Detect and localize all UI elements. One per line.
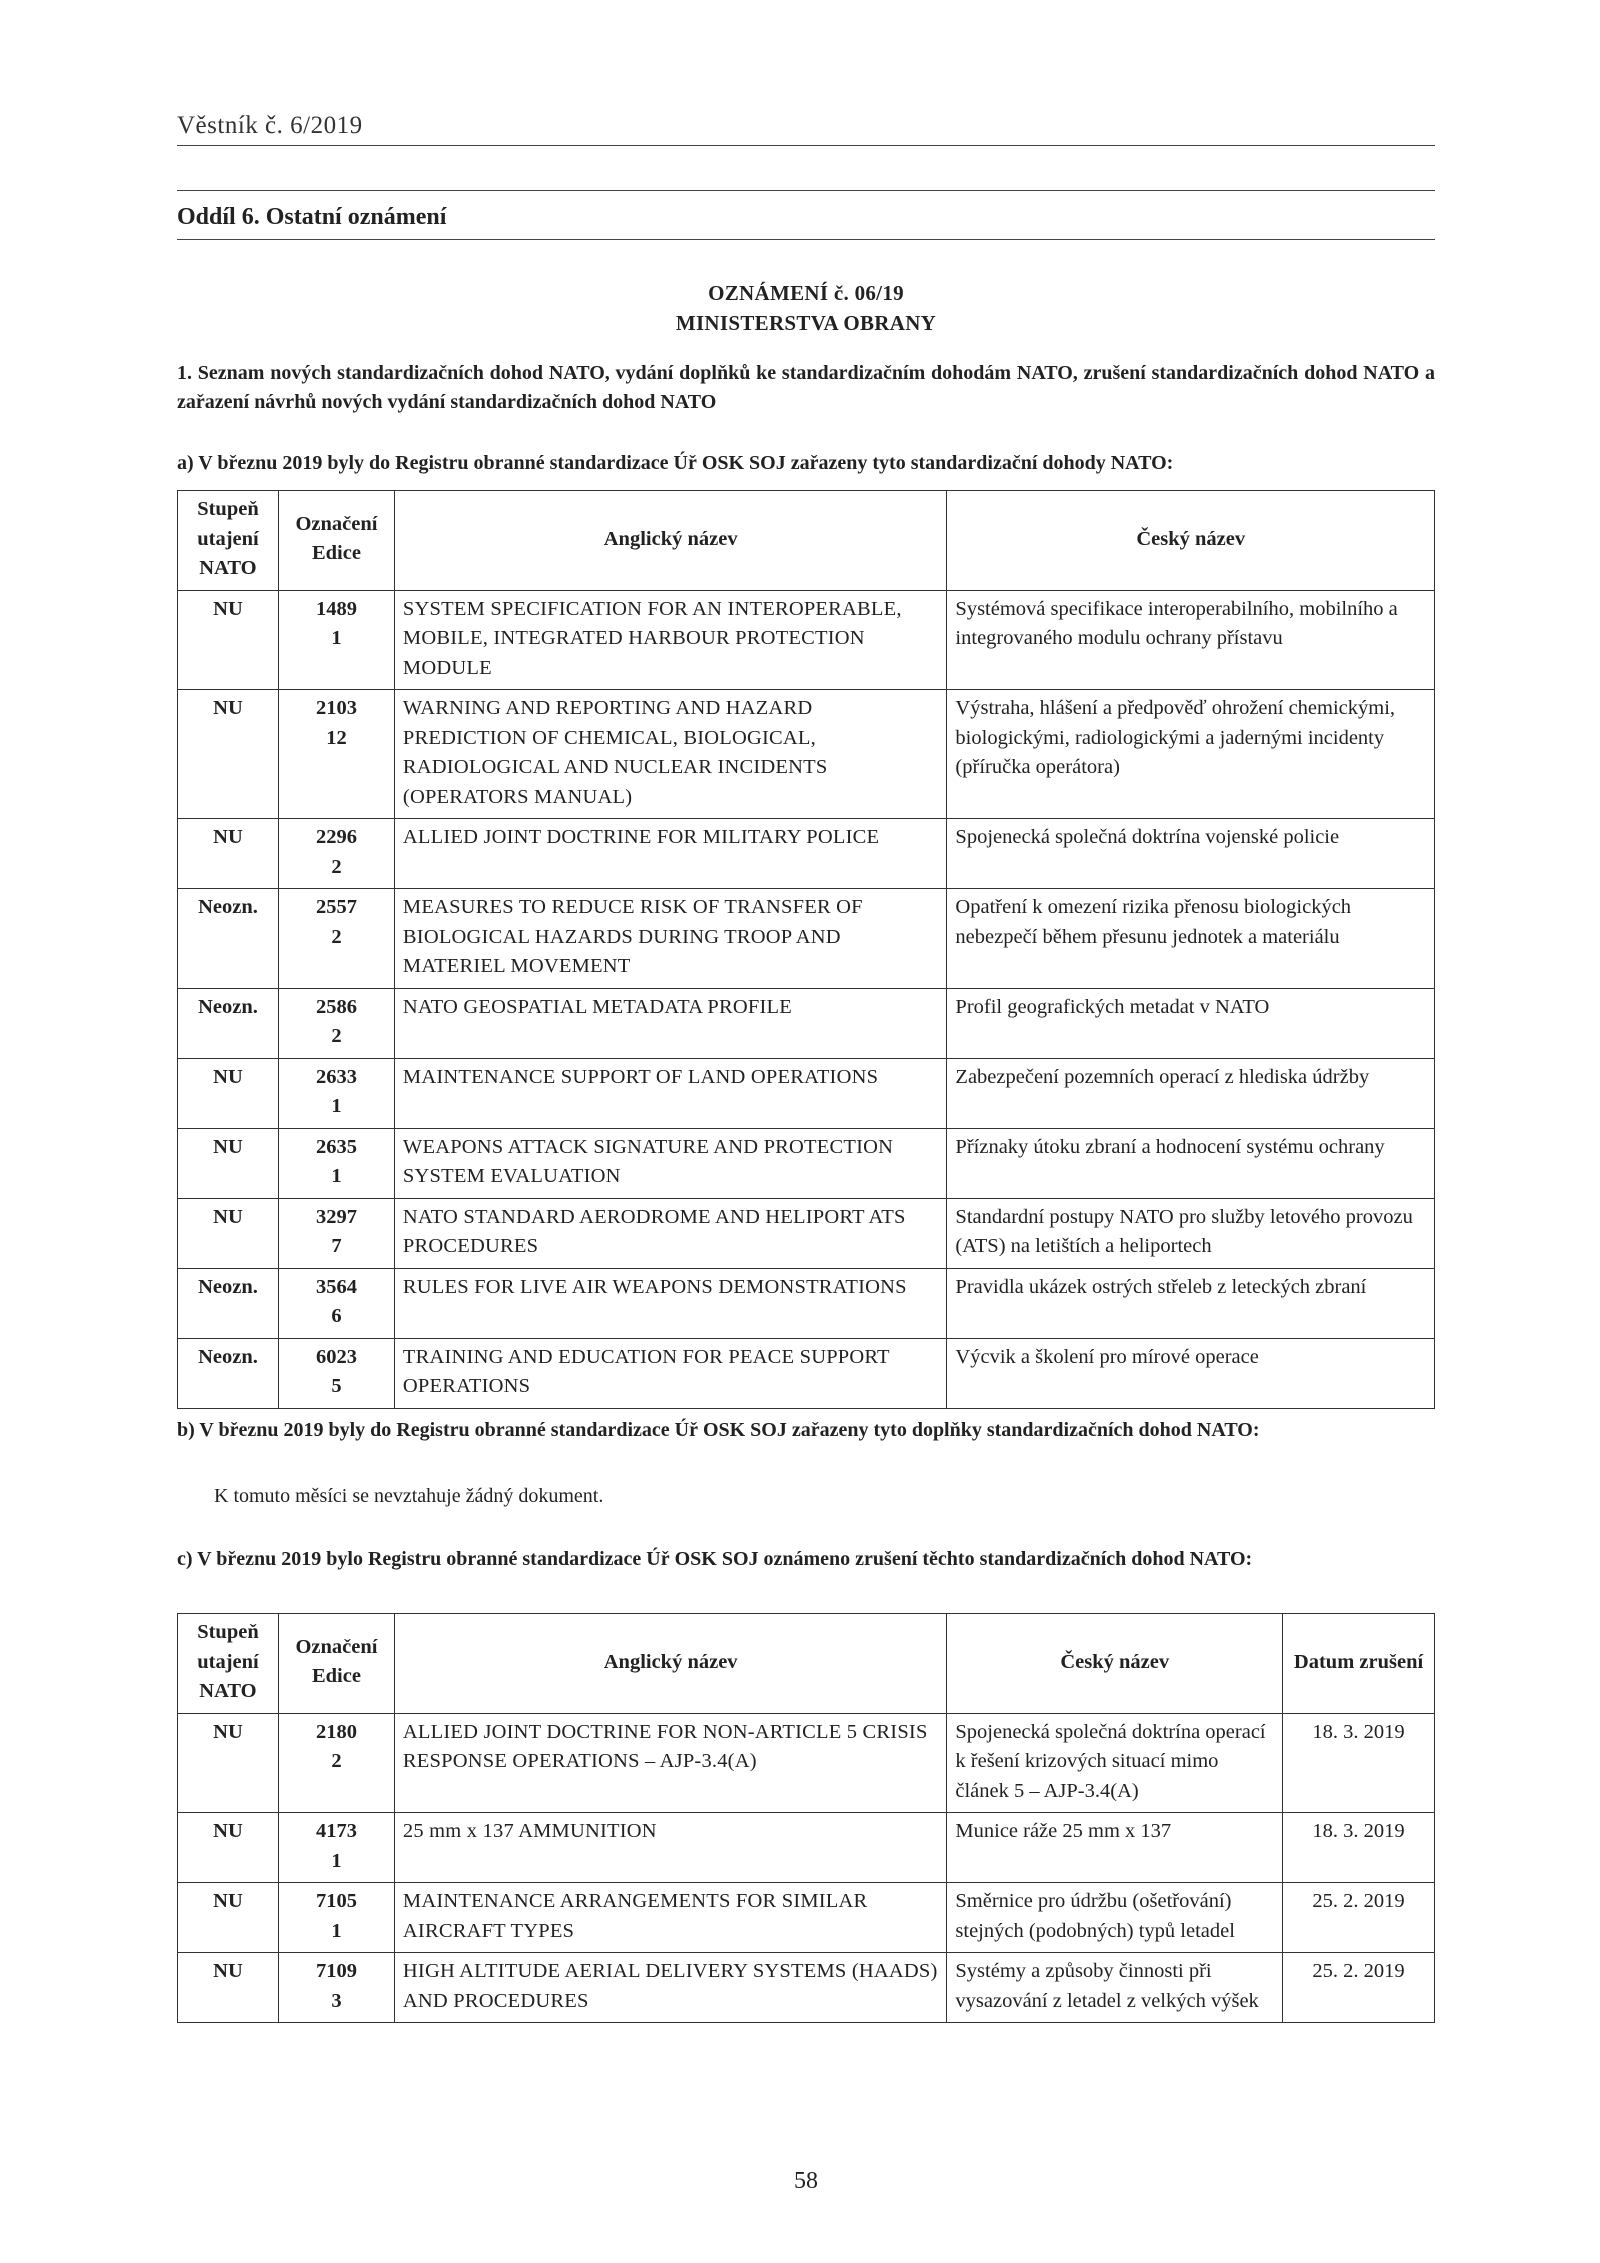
table-c <box>177 1613 1435 2023</box>
english-title: WARNING AND REPORTING AND HAZARD PREDICTION OF CHEMICAL, BIOLOGICAL, RADIOLOGICAL AND NUCLEAR INCIDENTS (OPERATORS MANUAL) <box>402 697 828 808</box>
edition-number: 1 <box>331 1849 342 1872</box>
notice-title-line2: MINISTERSTVA OBRANY <box>675 311 937 335</box>
czech-title-cell <box>947 819 1435 889</box>
designation-cell <box>278 590 394 690</box>
section-c-heading: c) V březnu 2019 bylo Registru obranné standardizace Úř OSK SOJ oznámeno zrušení těchto standardizačních dohod NATO: <box>177 1548 1253 1570</box>
designation-number: 3297 <box>315 1205 357 1228</box>
table-row <box>178 1953 1435 2023</box>
classification: NU <box>213 1205 243 1228</box>
cancellation-date: 18. 3. 2019 <box>1312 1720 1405 1743</box>
designation-number: 2635 <box>315 1135 357 1158</box>
designation-number: 2633 <box>315 1065 357 1088</box>
cancellation-date-cell <box>1283 1953 1435 2023</box>
designation-cell <box>278 1268 394 1338</box>
czech-title: Směrnice pro údržbu (ošetřování) stejných (podobných) typů letadel <box>955 1890 1235 1942</box>
classification: NU <box>213 1820 243 1842</box>
classification-cell <box>178 590 279 690</box>
english-title: NATO GEOSPATIAL METADATA PROFILE <box>402 995 792 1018</box>
table-row <box>178 1268 1435 1338</box>
designation-cell <box>278 1953 394 2023</box>
designation-number: 2586 <box>315 995 357 1018</box>
czech-title: Profil geografických metadat v NATO <box>955 995 1270 1018</box>
designation-cell <box>278 690 394 819</box>
cancellation-date-cell <box>1283 1883 1435 1953</box>
designation-number: 2296 <box>315 826 357 848</box>
classification-cell <box>178 1813 279 1883</box>
classification: NU <box>213 826 243 848</box>
classification: NU <box>213 1135 243 1158</box>
classification-cell <box>178 819 279 889</box>
designation-number: 1489 <box>315 597 357 620</box>
column-header: Datum zrušení <box>1283 1614 1435 1714</box>
english-title-cell <box>394 819 947 889</box>
edition-number: 2 <box>331 1025 342 1047</box>
cancellation-date: 18. 3. 2019 <box>1312 1820 1405 1842</box>
english-title-cell <box>394 1128 947 1198</box>
notice-title-line1: OZNÁMENÍ č. 06/19 <box>708 281 904 305</box>
czech-title: Systémová specifikace interoperabilního, mobilního a integrovaného modulu ochrany přístavu <box>955 597 1398 649</box>
classification-cell <box>178 1883 279 1953</box>
english-title: ALLIED JOINT DOCTRINE FOR MILITARY POLICE <box>402 826 880 848</box>
english-title: WEAPONS ATTACK SIGNATURE AND PROTECTION SYSTEM EVALUATION <box>402 1135 894 1187</box>
column-header: Český název <box>947 491 1435 591</box>
english-title-cell <box>394 1713 946 1813</box>
table-row <box>178 1813 1435 1883</box>
designation-cell <box>278 1338 394 1408</box>
table-row <box>178 988 1435 1058</box>
czech-title-cell <box>947 690 1435 819</box>
column-header: Stupeň utajení NATO <box>178 1614 279 1714</box>
classification: NU <box>213 597 243 620</box>
header-rule <box>177 145 1435 146</box>
section-rule-top <box>177 190 1435 191</box>
classification: Neozn. <box>198 995 258 1018</box>
column-header: Anglický název <box>394 491 947 591</box>
designation-cell <box>278 1813 394 1883</box>
czech-title-cell <box>947 988 1435 1058</box>
running-head: Věstník č. 6/2019 <box>177 112 363 139</box>
classification: NU <box>213 697 243 719</box>
column-header: Stupeň utajení NATO <box>178 491 279 591</box>
czech-title-cell <box>947 1713 1283 1813</box>
edition-number: 5 <box>331 1375 342 1397</box>
page-number: 58 <box>794 2168 818 2194</box>
column-header: Označení Edice <box>278 1614 394 1714</box>
czech-title: Příznaky útoku zbraní a hodnocení systému ochrany <box>955 1135 1385 1158</box>
classification-cell <box>178 1268 279 1338</box>
classification-cell <box>178 1338 279 1408</box>
cancellation-date: 25. 2. 2019 <box>1312 1960 1405 1982</box>
edition-number: 2 <box>331 855 342 878</box>
czech-title-cell <box>947 1128 1435 1198</box>
czech-title-cell <box>947 1813 1283 1883</box>
czech-title: Munice ráže 25 mm x 137 <box>955 1820 1172 1842</box>
english-title-cell <box>394 1268 947 1338</box>
czech-title: Opatření k omezení rizika přenosu biologických nebezpečí během přesunu jednotek a materiálu <box>955 896 1352 948</box>
edition-number: 3 <box>331 1989 342 2012</box>
edition-number: 6 <box>331 1305 342 1327</box>
classification-cell <box>178 1953 279 2023</box>
cancellation-date-cell <box>1283 1813 1435 1883</box>
table-row <box>178 1713 1435 1813</box>
designation-cell <box>278 1713 394 1813</box>
table-row <box>178 1338 1435 1408</box>
designation-cell <box>278 819 394 889</box>
designation-cell <box>278 1198 394 1268</box>
czech-title: Standardní postupy NATO pro služby letového provozu (ATS) na letištích a heliportech <box>955 1205 1413 1257</box>
designation-number: 2180 <box>315 1720 357 1743</box>
czech-title: Spojenecká společná doktrína operací k řešení krizových situací mimo článek 5 – AJP-3.4(A) <box>955 1720 1266 1802</box>
english-title-cell <box>394 889 947 989</box>
czech-title: Systémy a způsoby činnosti při vysazování z letadel z velkých výšek <box>955 1960 1259 2012</box>
czech-title-cell <box>947 1058 1435 1128</box>
edition-number: 2 <box>331 1750 342 1772</box>
table-row <box>178 1058 1435 1128</box>
item-1-number: 1. <box>177 362 192 384</box>
english-title: SYSTEM SPECIFICATION FOR AN INTEROPERABLE, MOBILE, INTEGRATED HARBOUR PROTECTION MODULE <box>402 597 902 679</box>
classification-cell <box>178 1128 279 1198</box>
english-title-cell <box>394 1883 946 1953</box>
designation-number: 4173 <box>315 1820 357 1842</box>
czech-title-cell <box>947 1953 1283 2023</box>
edition-number: 1 <box>331 1165 342 1187</box>
english-title: 25 mm x 137 AMMUNITION <box>402 1820 657 1842</box>
edition-number: 1 <box>331 1919 342 1942</box>
section-a-heading: a) V březnu 2019 byly do Registru obranné standardizace Úř OSK SOJ zařazeny tyto standardizační dohody NATO: <box>177 452 1174 474</box>
czech-title: Zabezpečení pozemních operací z hlediska údržby <box>955 1065 1370 1088</box>
table-row <box>178 1883 1435 1953</box>
english-title: TRAINING AND EDUCATION FOR PEACE SUPPORT OPERATIONS <box>402 1345 890 1397</box>
designation-number: 7109 <box>315 1960 357 1982</box>
edition-number: 12 <box>326 726 347 749</box>
english-title: MEASURES TO REDUCE RISK OF TRANSFER OF BIOLOGICAL HAZARDS DURING TROOP AND MATERIEL MOVEMENT <box>402 896 863 977</box>
column-header: Český název <box>947 1614 1283 1714</box>
classification-cell <box>178 889 279 989</box>
column-header: Označení Edice <box>278 491 394 591</box>
classification: NU <box>213 1065 243 1088</box>
designation-number: 2103 <box>315 697 357 719</box>
table-row <box>178 590 1435 690</box>
classification: Neozn. <box>198 896 258 918</box>
designation-cell <box>278 988 394 1058</box>
classification-cell <box>178 1713 279 1813</box>
classification: Neozn. <box>198 1345 258 1368</box>
classification-cell <box>178 1058 279 1128</box>
item-1 <box>177 359 1435 417</box>
english-title: MAINTENANCE ARRANGEMENTS FOR SIMILAR AIRCRAFT TYPES <box>402 1890 868 1942</box>
edition-number: 1 <box>331 1095 342 1117</box>
designation-cell <box>278 1058 394 1128</box>
czech-title-cell <box>947 1883 1283 1953</box>
english-title-cell <box>394 1338 947 1408</box>
classification: NU <box>213 1960 243 1982</box>
english-title-cell <box>394 590 947 690</box>
designation-number: 7105 <box>315 1890 357 1912</box>
designation-number: 3564 <box>315 1275 357 1298</box>
english-title-cell <box>394 1953 946 2023</box>
classification-cell <box>178 1198 279 1268</box>
english-title-cell <box>394 690 947 819</box>
english-title-cell <box>394 988 947 1058</box>
section-rule-bottom <box>177 239 1435 240</box>
table-row <box>178 690 1435 819</box>
czech-title: Spojenecká společná doktrína vojenské policie <box>955 826 1340 848</box>
table-a <box>177 490 1435 1409</box>
notice-title <box>177 278 1435 338</box>
table-row <box>178 1128 1435 1198</box>
edition-number: 7 <box>331 1235 342 1257</box>
english-title: ALLIED JOINT DOCTRINE FOR NON-ARTICLE 5 CRISIS RESPONSE OPERATIONS – AJP-3.4(A) <box>402 1720 928 1772</box>
english-title: HIGH ALTITUDE AERIAL DELIVERY SYSTEMS (HAADS) AND PROCEDURES <box>402 1960 938 2012</box>
czech-title-cell <box>947 1268 1435 1338</box>
table-row <box>178 889 1435 989</box>
classification: NU <box>213 1720 243 1743</box>
classification-cell <box>178 690 279 819</box>
item-1-text: Seznam nových standardizačních dohod NATO, vydání doplňků ke standardizačním dohodám NATO, zrušení standardizačních dohod NATO a zařazení návrhů nových vydání standardizačních dohod NATO <box>177 362 1435 413</box>
designation-cell <box>278 889 394 989</box>
english-title-cell <box>394 1813 946 1883</box>
edition-number: 2 <box>331 925 342 948</box>
classification-cell <box>178 988 279 1058</box>
cancellation-date-cell <box>1283 1713 1435 1813</box>
english-title: NATO STANDARD AERODROME AND HELIPORT ATS PROCEDURES <box>402 1205 906 1257</box>
english-title-cell <box>394 1058 947 1128</box>
czech-title-cell <box>947 1338 1435 1408</box>
czech-title-cell <box>947 889 1435 989</box>
english-title: MAINTENANCE SUPPORT OF LAND OPERATIONS <box>402 1065 879 1088</box>
classification: Neozn. <box>198 1275 258 1298</box>
english-title: RULES FOR LIVE AIR WEAPONS DEMONSTRATIONS <box>402 1275 907 1298</box>
designation-number: 2557 <box>315 896 357 918</box>
designation-cell <box>278 1883 394 1953</box>
classification: NU <box>213 1890 243 1912</box>
czech-title: Pravidla ukázek ostrých střeleb z leteckých zbraní <box>955 1275 1367 1298</box>
column-header: Anglický název <box>394 1614 946 1714</box>
table-row <box>178 1198 1435 1268</box>
czech-title: Výcvik a školení pro mírové operace <box>955 1345 1259 1368</box>
czech-title: Výstraha, hlášení a předpověď ohrožení chemickými, biologickými, radiologickými a jadernými incidenty (příručka operátora) <box>955 697 1396 778</box>
english-title-cell <box>394 1198 947 1268</box>
edition-number: 1 <box>331 627 342 649</box>
section-title: Oddíl 6. Ostatní oznámení <box>177 204 447 230</box>
designation-number: 6023 <box>315 1345 357 1368</box>
czech-title-cell <box>947 1198 1435 1268</box>
section-b-note: K tomuto měsíci se nevztahuje žádný dokument. <box>214 1485 604 1507</box>
cancellation-date: 25. 2. 2019 <box>1312 1890 1405 1912</box>
table-row <box>178 819 1435 889</box>
czech-title-cell <box>947 590 1435 690</box>
designation-cell <box>278 1128 394 1198</box>
section-b-heading: b) V březnu 2019 byly do Registru obranné standardizace Úř OSK SOJ zařazeny tyto doplňky standardizačních dohod NATO: <box>177 1419 1260 1441</box>
